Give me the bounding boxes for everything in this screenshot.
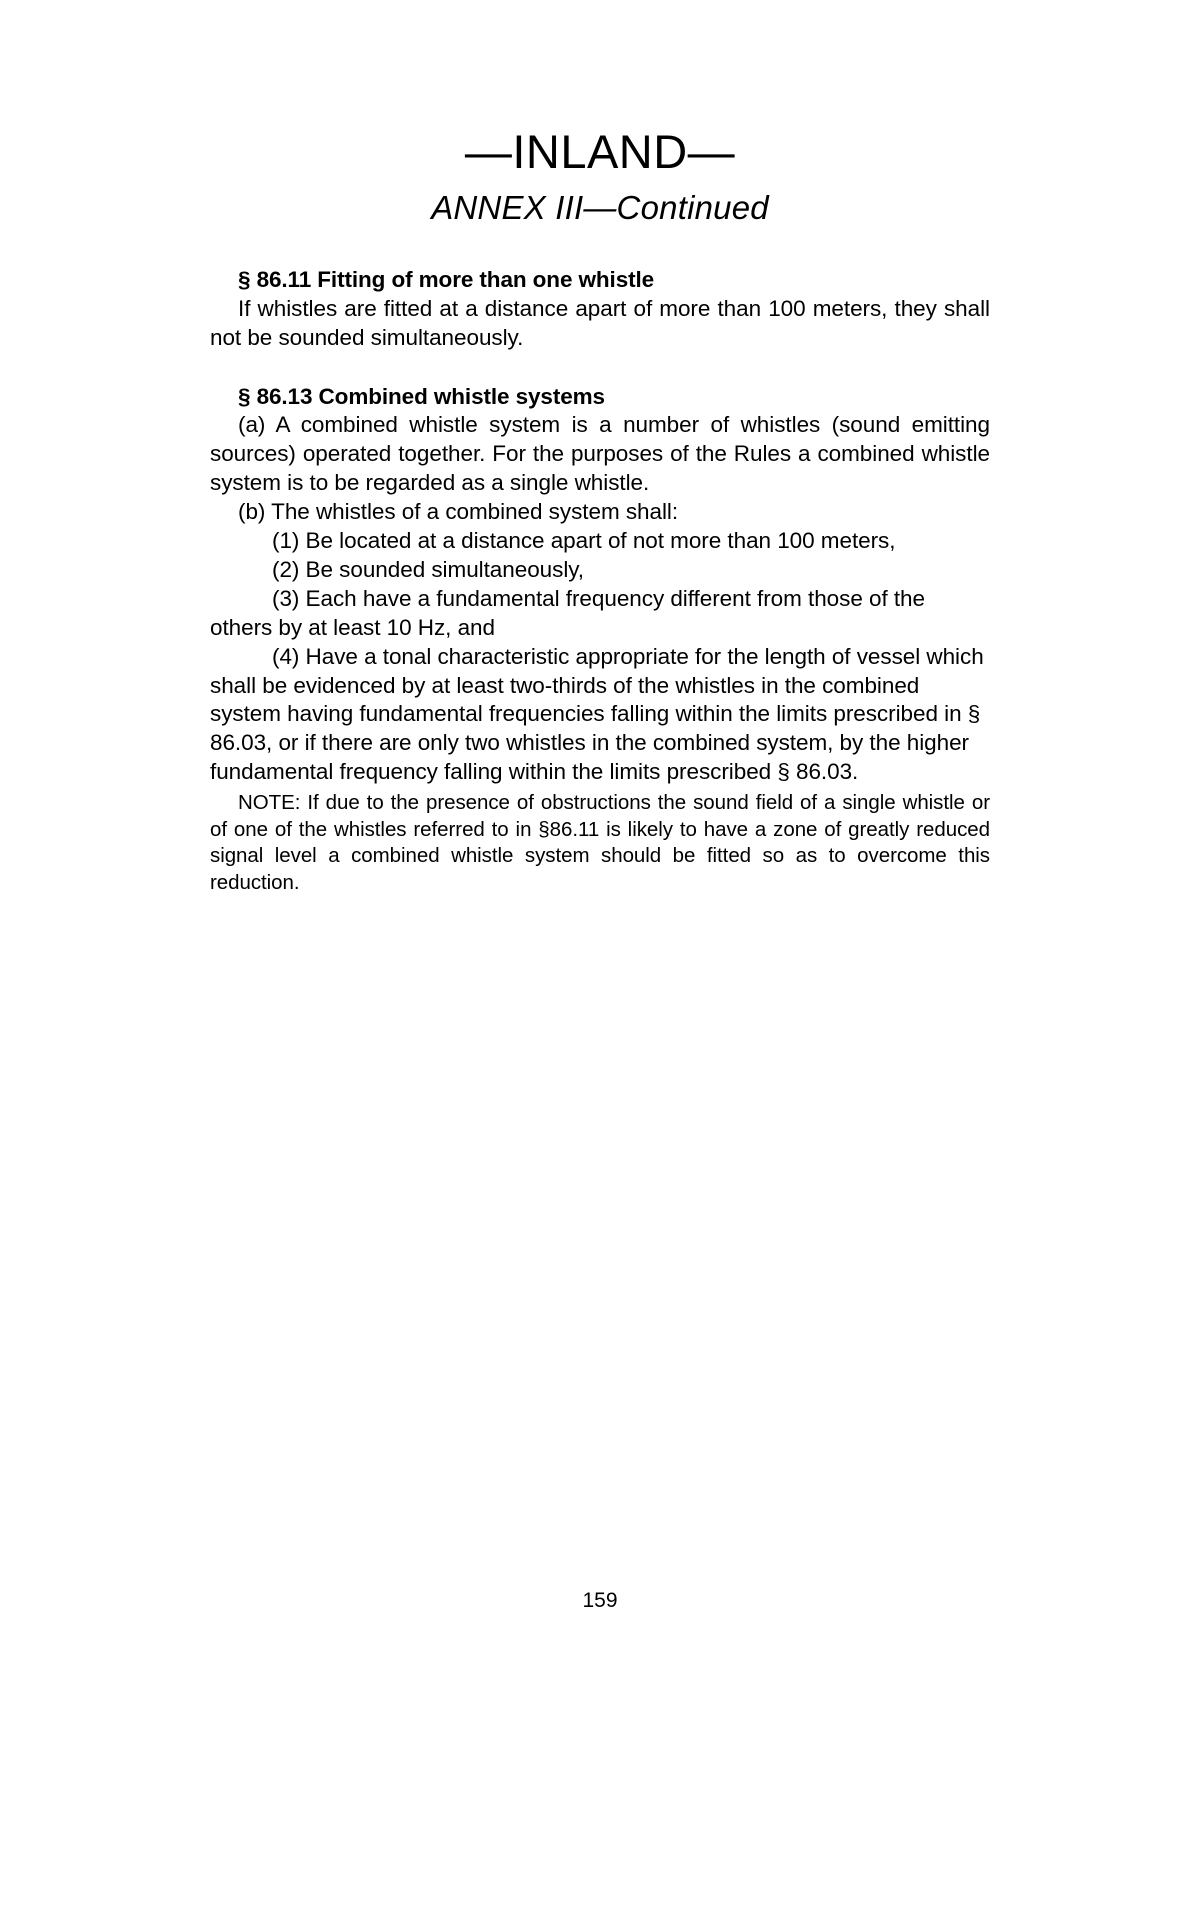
- page-header: [0, 125, 1200, 226]
- list-item-2: (2) Be sounded simultaneously,: [272, 556, 585, 582]
- section-86-13-paragraph-a: (a) A combined whistle system is a number of whistles (sound emitting sources) operated together. For the purposes of the Rules a combined whistle system is to be regarded as a single whistle.: [210, 412, 990, 496]
- section-heading-86-11: § 86.11 Fitting of more than one whistle: [238, 267, 655, 292]
- section-86-13-note: NOTE: If due to the presence of obstructions the sound field of a single whistle or of one of the whistles referred to in §86.11 is likely to have a zone of greatly reduced signal level a combined whistle system should be fitted so as to overcome this reduction.: [210, 791, 990, 895]
- page-number: 159: [582, 1589, 618, 1612]
- list-item-3: (3) Each have a fundamental frequency different from those of the others by at least 10 Hz, and: [210, 585, 925, 640]
- document-body: [210, 266, 990, 897]
- section-heading-86-13: § 86.13 Combined whistle systems: [238, 383, 605, 409]
- section-86-11-paragraph-1: If whistles are fitted at a distance apart of more than 100 meters, they shall not be sounded simultaneously.: [210, 295, 990, 350]
- list-item-4: (4) Have a tonal characteristic appropriate for the length of vessel which shall be evidenced by at least two-thirds of the whistles in the combined system having fundamental frequencies falling within the limits prescribed in § 86.03, or if there are only two whistles in the combined system, by the higher fundamental frequency falling within the limits prescribed § 86.03.: [210, 643, 984, 785]
- section-86-13-paragraph-b: (b) The whistles of a combined system shall:: [238, 499, 679, 525]
- page-title: —INLAND—: [464, 125, 736, 178]
- page-subtitle: ANNEX III—Continued: [431, 189, 769, 226]
- document-page: [0, 125, 1200, 1928]
- list-item-1: (1) Be located at a distance apart of not more than 100 meters,: [272, 528, 896, 554]
